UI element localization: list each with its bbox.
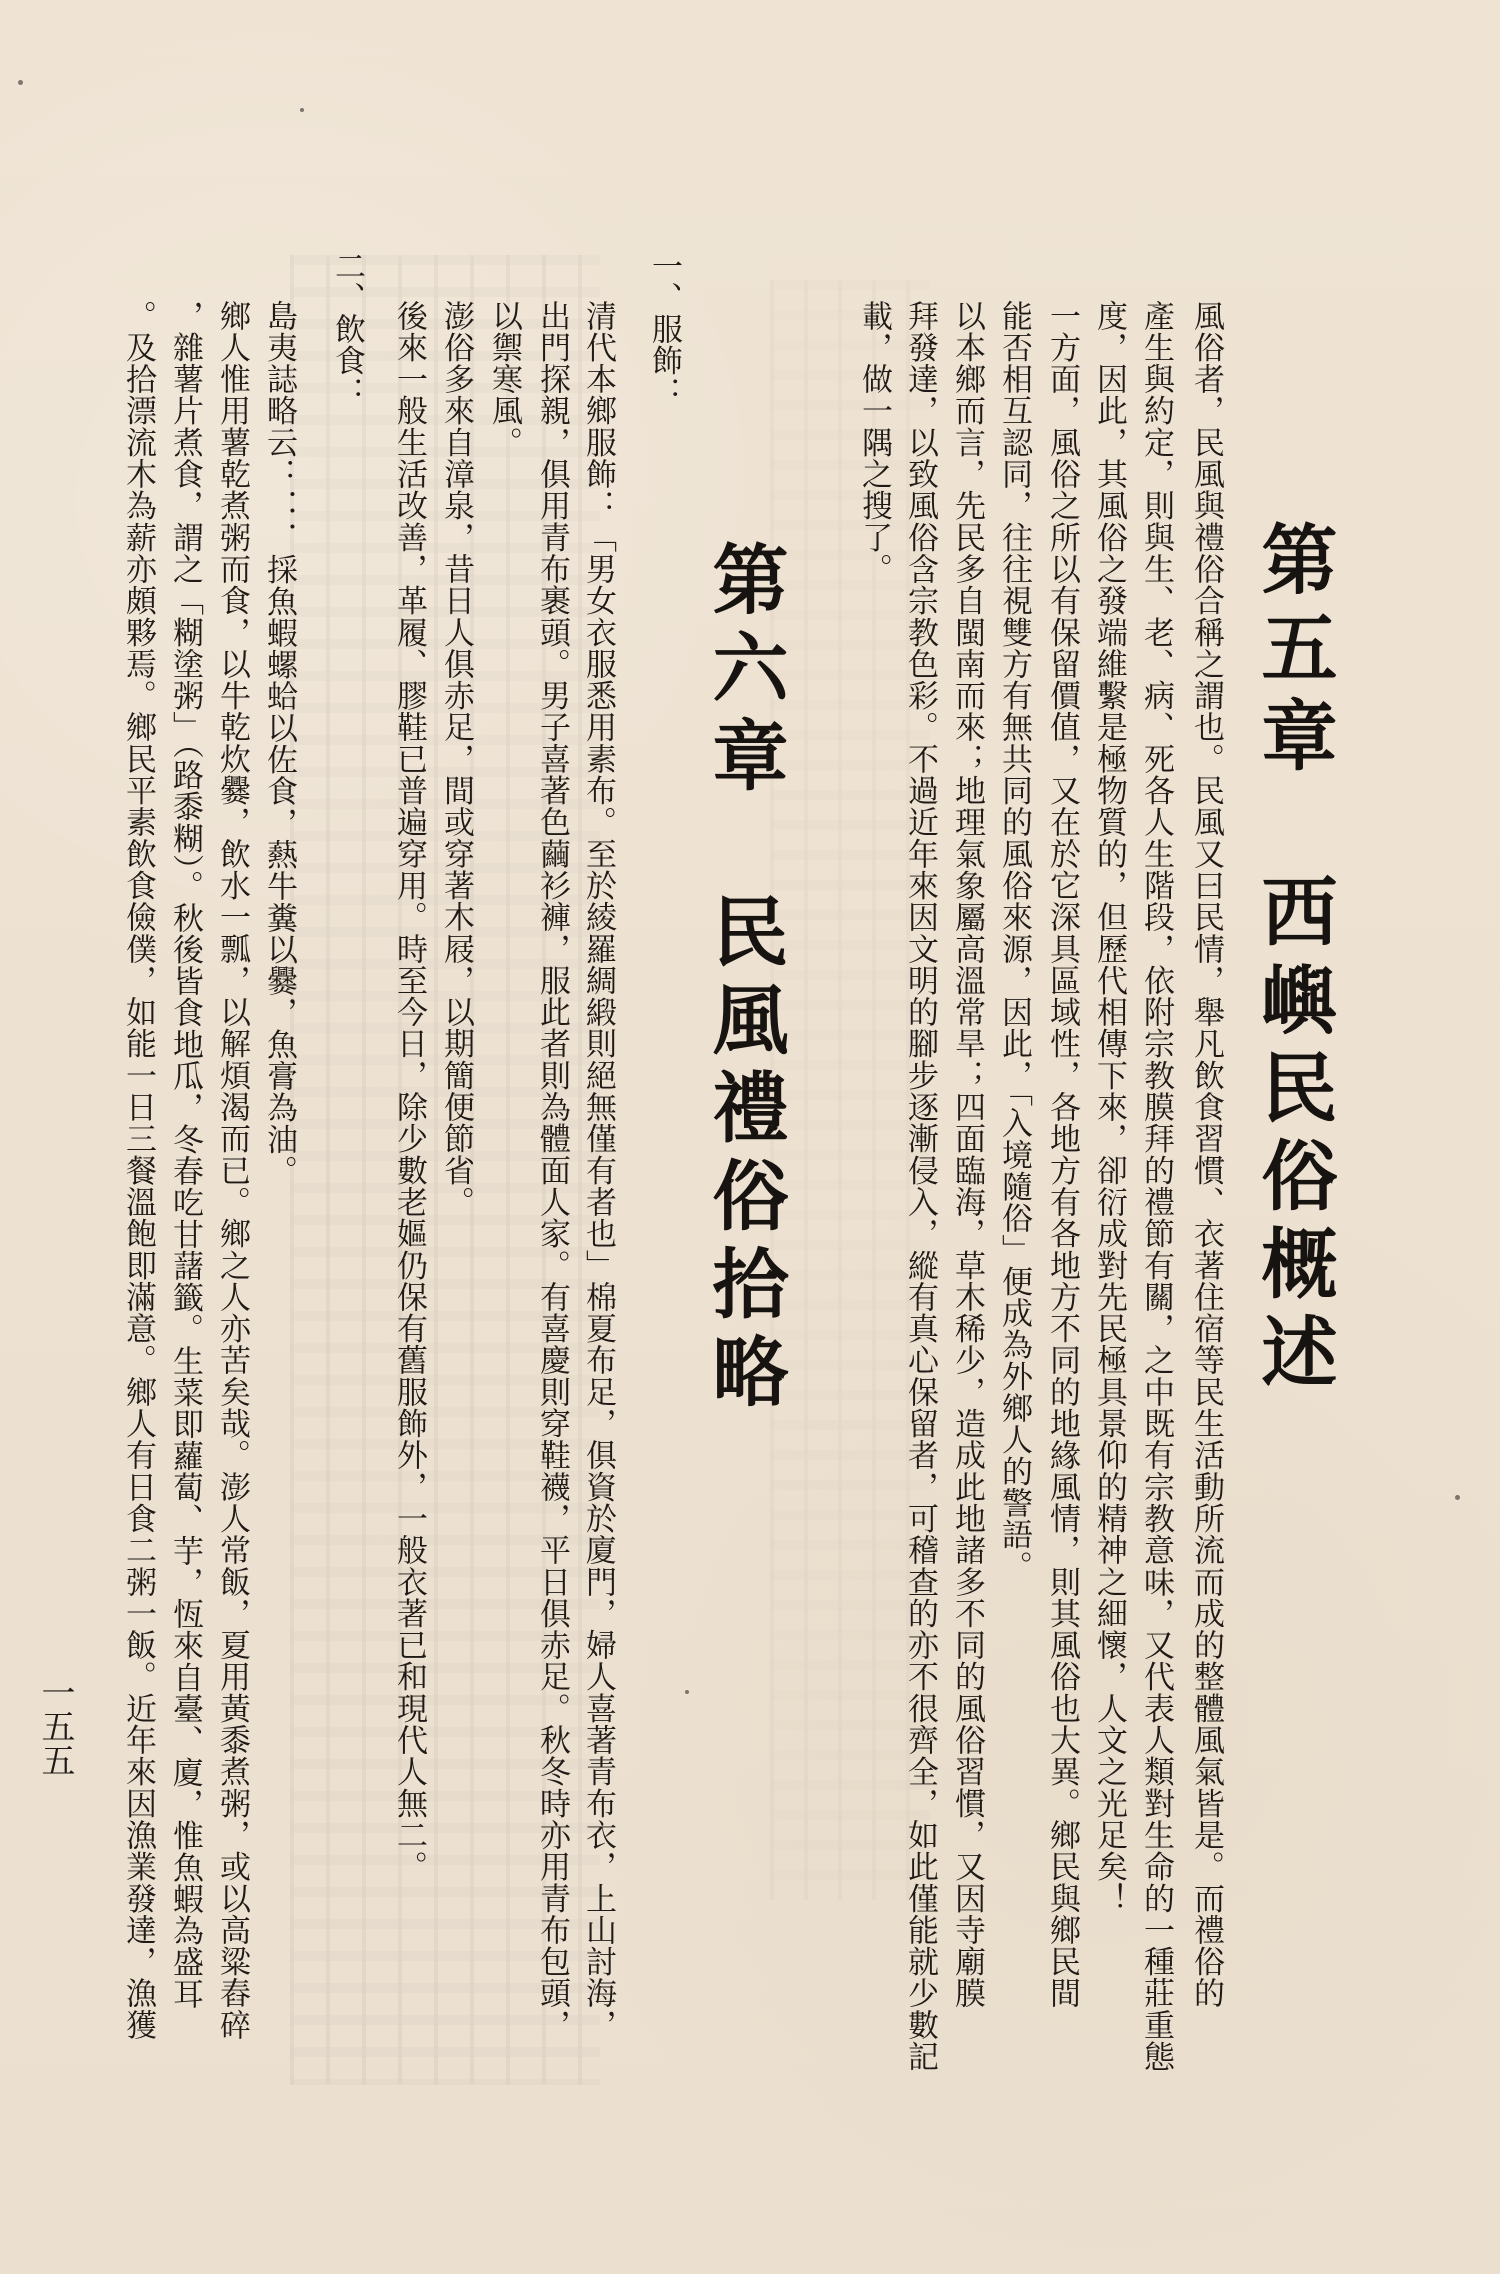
speck-2 xyxy=(300,108,304,112)
chapter-six-title: 第六章 民風禮俗拾略 xyxy=(700,540,789,1420)
chapter-five-line-2: 產生與約定，則與生、老、病、死各人生階段，依附宗教膜拜的禮節有關，之中既有宗教意味，又代表人類對生命的一種莊重態 xyxy=(1138,300,1174,2073)
chapter-five-title: 第五章 西嶼民俗概述 xyxy=(1249,520,1338,1400)
clothing-heading: 一、服飾： xyxy=(646,250,682,409)
page-number: 一五五 xyxy=(35,1675,75,1777)
chapter-six-line-9: 。及拾漂流木為薪亦頗夥焉。鄉民平素飲食儉僕，如能一日三餐溫飽即滿意。鄉人有日食二粥一飯。近年來因漁業發達，漁獲 xyxy=(120,300,156,2041)
chapter-six-line-7: 鄉人惟用薯乾煮粥而食，以牛乾炊爨，飲水一瓢，以解煩渴而已。鄉之人亦苦矣哉。澎人常飯，夏用黃黍煮粥，或以高粱舂碎 xyxy=(214,300,250,2041)
chapter-six-line-2: 出門探親，俱用青布裹頭。男子喜著色繭衫褲，服此者則為體面人家。有喜慶則穿鞋襪，平日俱赤足。秋冬時亦用青布包頭， xyxy=(534,300,570,2041)
chapter-five-line-8: 載，做一隅之搜了。 xyxy=(856,300,892,585)
chapter-six-line-8: ，雜薯片煮食，謂之「糊塗粥」（路黍糊）。秋後皆食地瓜，冬春吃甘藷籤。生菜即蘿蔔、芋，恆來自臺、廈，惟魚蝦為盛耳 xyxy=(167,300,203,2010)
chapter-six-line-3: 以禦寒風。 xyxy=(486,300,522,459)
chapter-five-line-6: 以本鄉而言，先民多自閩南而來；地理氣象屬高溫常旱；四面臨海，草木稀少，造成此地諸多不同的風俗習慣，又因寺廟膜 xyxy=(949,300,985,2010)
speck-4 xyxy=(685,1690,689,1694)
chapter-five-line-3: 度，因此，其風俗之發端維繫是極物質的，但歷代相傳下來，卻衍成對先民極具景仰的精神之細懷，人文之光足矣！ xyxy=(1091,300,1127,1915)
chapter-six-line-1: 清代本鄉服飾：「男女衣服悉用素布。至於綾羅綢緞則絕無僅有者也」棉夏布足，俱資於廈門，婦人喜著青布衣，上山討海， xyxy=(580,300,616,2041)
chapter-six-line-6: 島夷誌略云：．．．採魚蝦螺蛤以佐食，爇牛糞以爨，魚膏為油。 xyxy=(261,300,297,1187)
speck-3 xyxy=(1455,1495,1460,1500)
chapter-six-line-4: 澎俗多來自漳泉，昔日人俱赤足，間或穿著木屐，以期簡便節省。 xyxy=(438,300,474,1218)
chapter-five-line-7: 拜發達，以致風俗含宗教色彩。不過近年來因文明的腳步逐漸侵入，縱有真心保留者，可稽查的亦不很齊全，如此僅能就少數記 xyxy=(902,300,938,2073)
speck-1 xyxy=(18,80,23,85)
chapter-six-line-5: 後來一般生活改善，革履、膠鞋已普遍穿用。時至今日，除少數老嫗仍保有舊服飾外，一般衣著已和現代人無二。 xyxy=(391,300,427,1883)
chapter-five-line-4: 一方面，風俗之所以有保留價值，又在於它深具區域性，各地方有各地方不同的地緣風情，則其風俗也大異。鄉民與鄉民間 xyxy=(1044,300,1080,2010)
chapter-five-line-5: 能否相互認同，往往視雙方有無共同的風俗來源，因此，「入境隨俗」便成為外鄉人的警語。 xyxy=(996,300,1032,1583)
diet-heading: 二、飲食： xyxy=(329,250,365,409)
chapter-five-line-1: 風俗者，民風與禮俗合稱之謂也。民風又曰民情，舉凡飲食習慣、衣著住宿等民生活動所流而成的整體風氣皆是。而禮俗的 xyxy=(1188,300,1224,2010)
